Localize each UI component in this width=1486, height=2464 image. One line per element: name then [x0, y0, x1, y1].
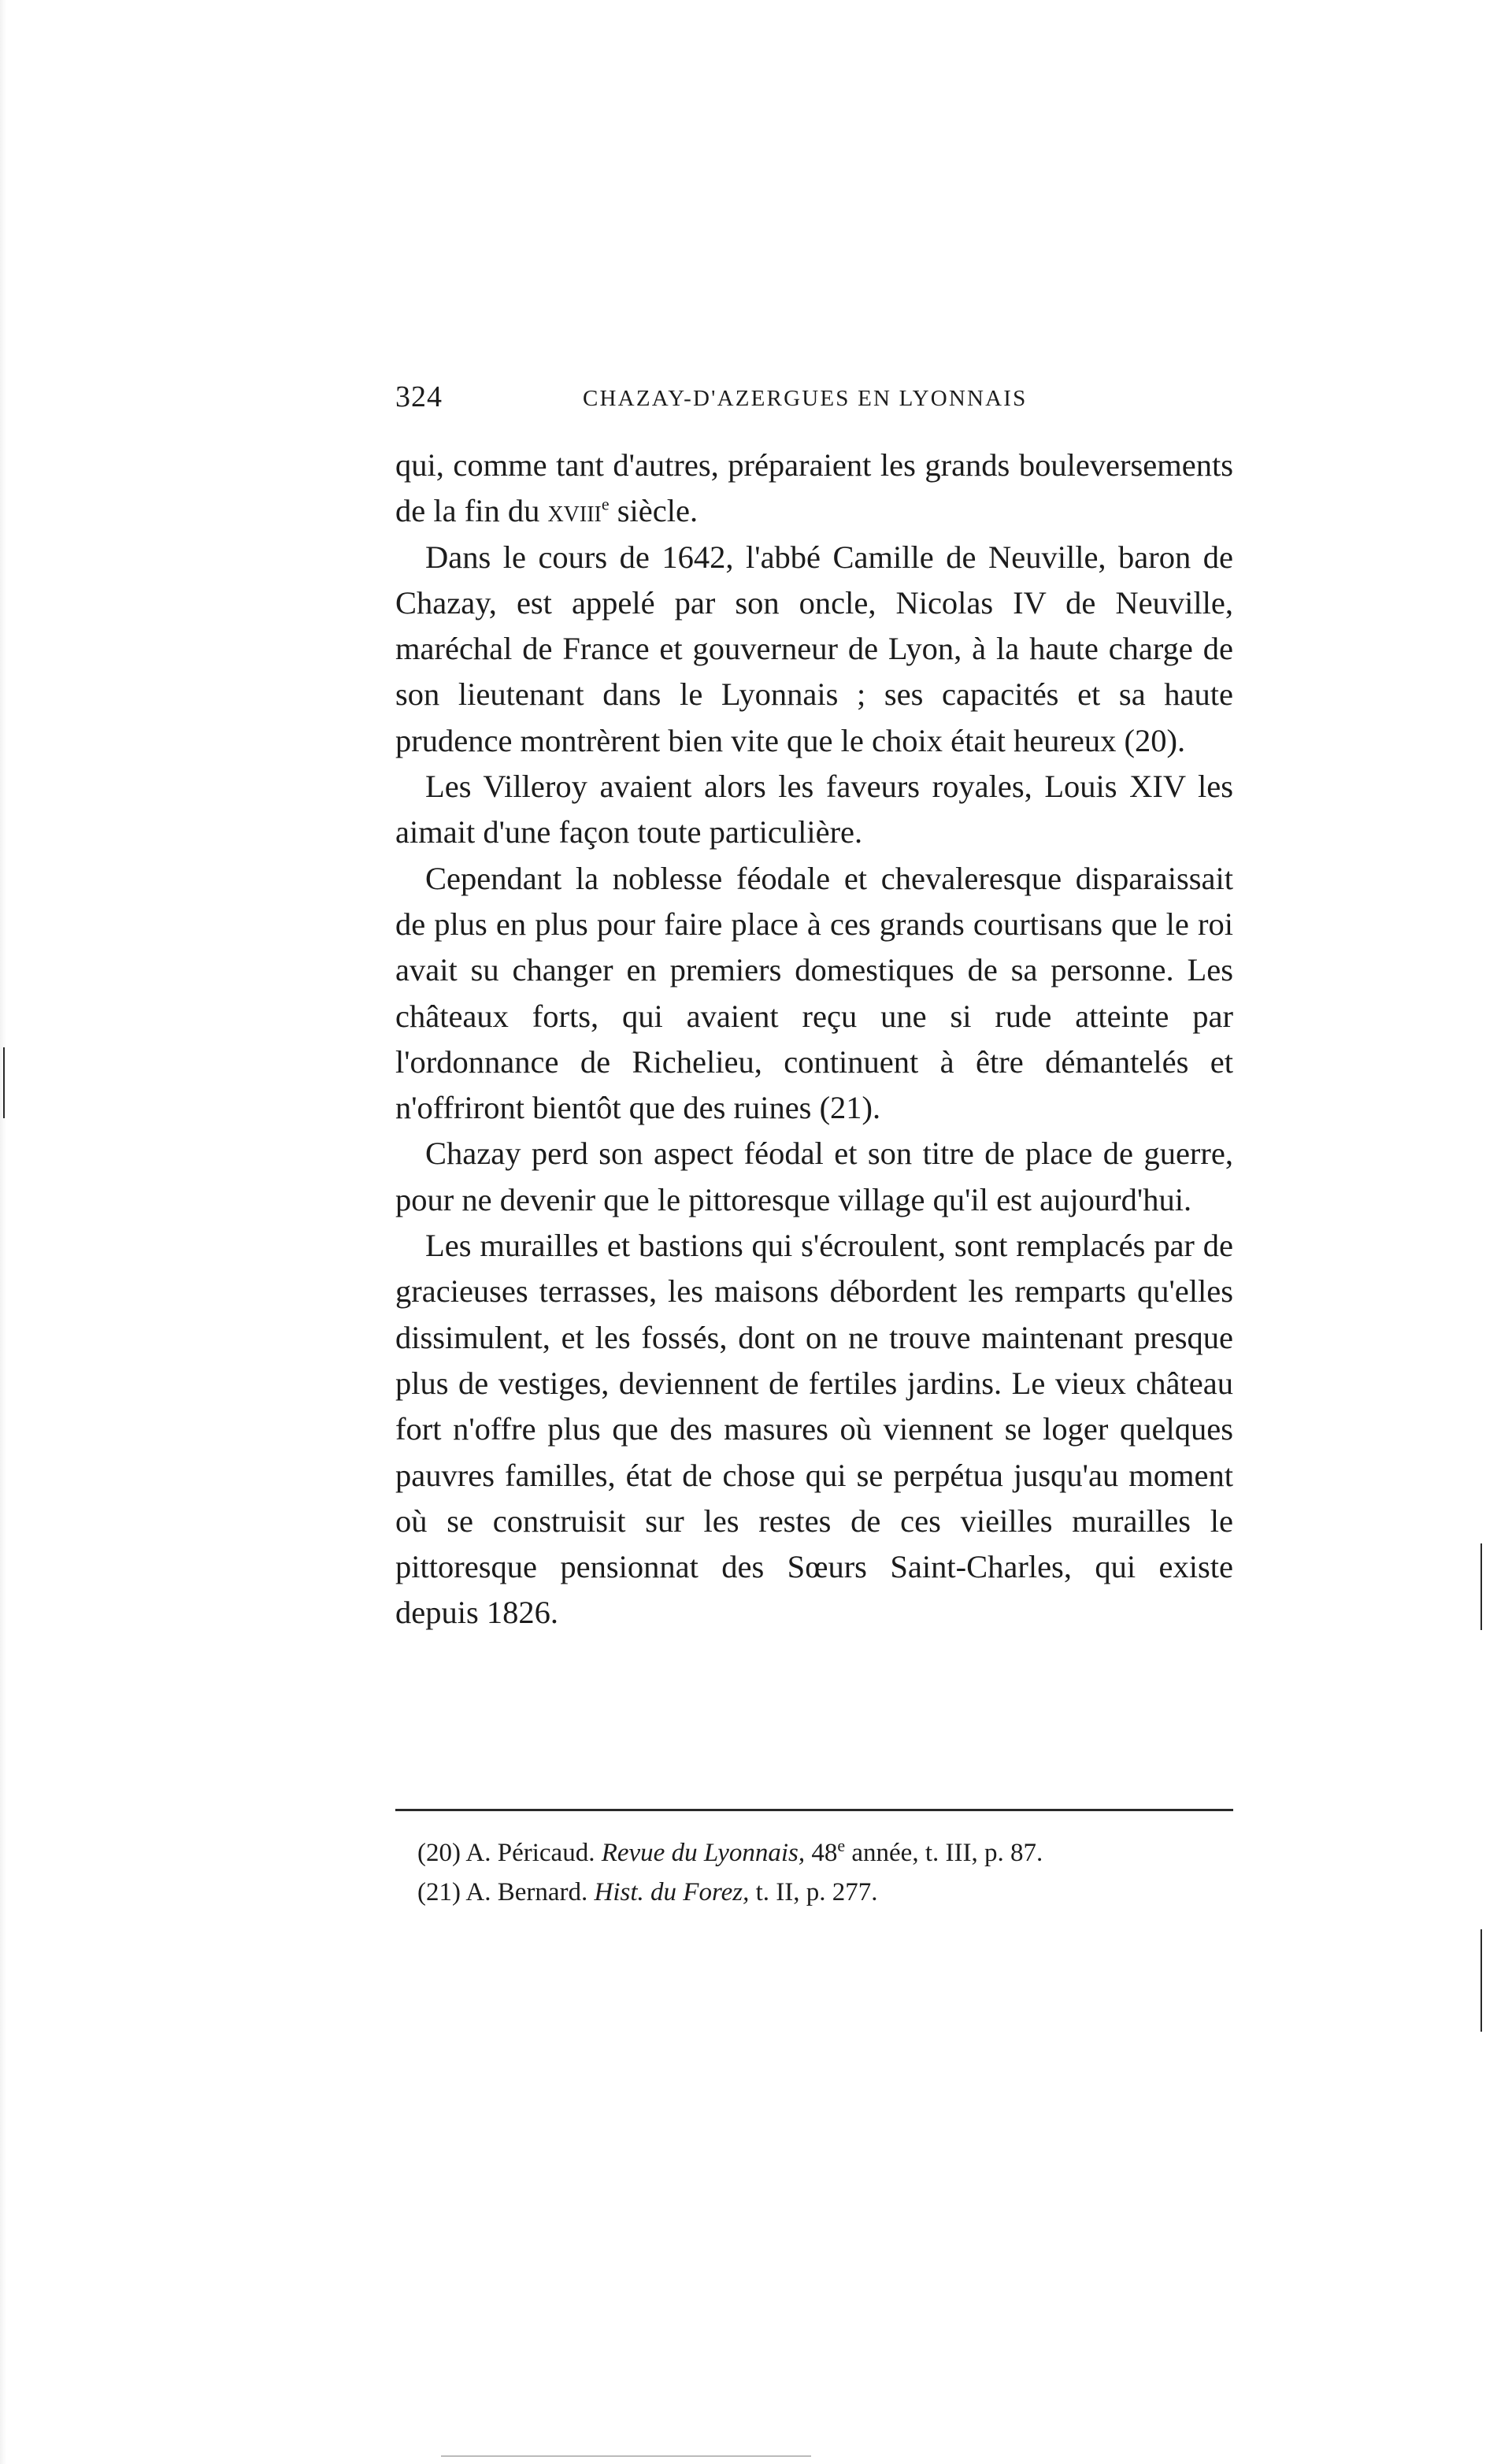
footnote-number: (21): [417, 1878, 461, 1906]
superscript: e: [601, 494, 610, 514]
scan-mark: [1480, 1543, 1482, 1630]
main-text: [395, 443, 1233, 1636]
footnote-reference: t. II, p. 277.: [755, 1878, 878, 1906]
footnote-title: Revue du Lyonnais,: [601, 1839, 806, 1867]
running-head: CHAZAY-D'AZERGUES EN LYONNAIS: [583, 386, 1028, 411]
paragraph: Dans le cours de 1642, l'abbé Camille de Neuville, baron de Chazay, est appelé par son oncle, Nicolas IV de Neuville, maréchal de France et gouverneur de Lyon, à la haute charge de son lieutenant dans le Lyonnais ; ses capacités et sa haute prudence montrèrent bien vite que le choix était heureux (20).: [395, 539, 1233, 758]
scan-mark: [3, 1047, 5, 1118]
footnote-number: (20): [417, 1839, 461, 1867]
footnote: [417, 1833, 1233, 1873]
footnote-title: Hist. du Forez,: [594, 1878, 750, 1906]
text-run: siècle.: [609, 493, 699, 529]
century-numeral: xviii: [547, 493, 602, 529]
paragraph: Cependant la noblesse féodale et chevaleresque disparaissait de plus en plus pour faire place à ces grands courtisans que le roi avait su changer en premiers domestiques de sa personne. Les châteaux forts, qui avaient reçu une si rude atteinte par l'ordonnance de Richelieu, continuent à être démantelés et n'offriront bientôt que des ruines (21).: [395, 860, 1233, 1126]
footnote-divider: [395, 1809, 1233, 1811]
footnote-edition: 48: [811, 1839, 838, 1867]
page-header: [395, 380, 1233, 419]
bottom-edge-mark: [441, 2455, 811, 2457]
page-number: 324: [395, 380, 443, 413]
text-run: qui, comme tant d'autres, préparaient les grands bouleversements de la fin du: [395, 447, 1233, 529]
footnotes: [417, 1833, 1233, 1912]
paragraph: Les Villeroy avaient alors les faveurs royales, Louis XIV les aimait d'une façon toute particulière.: [395, 769, 1233, 850]
scan-edge-shadow: [0, 0, 6, 2464]
footnote-reference: année, t. III, p. 87.: [851, 1839, 1043, 1867]
footnote-author: A. Bernard.: [465, 1878, 588, 1906]
paragraph: Les murailles et bastions qui s'écroulent, sont remplacés par de gracieuses terrasses, les maisons débordent les remparts qu'elles dissimulent, et les fossés, dont on ne trouve maintenant presque plus de vestiges, deviennent de fertiles jardins. Le vieux château fort n'offre plus que des masures où viennent se loger quelques pauvres familles, état de chose qui se perpétua jusqu'au moment où se construisit sur les restes de ces vieilles murailles le pittoresque pensionnat des Sœurs Saint-Charles, qui existe depuis 1826.: [395, 1228, 1233, 1631]
footnote-author: A. Péricaud.: [465, 1839, 595, 1867]
paragraph-continuation: [395, 443, 1233, 535]
paragraph: Chazay perd son aspect féodal et son titre de place de guerre, pour ne devenir que le pittoresque village qu'il est aujourd'hui.: [395, 1136, 1233, 1217]
scan-mark: [1480, 1929, 1482, 2032]
footnote: [417, 1873, 1233, 1912]
superscript: e: [837, 1836, 846, 1855]
